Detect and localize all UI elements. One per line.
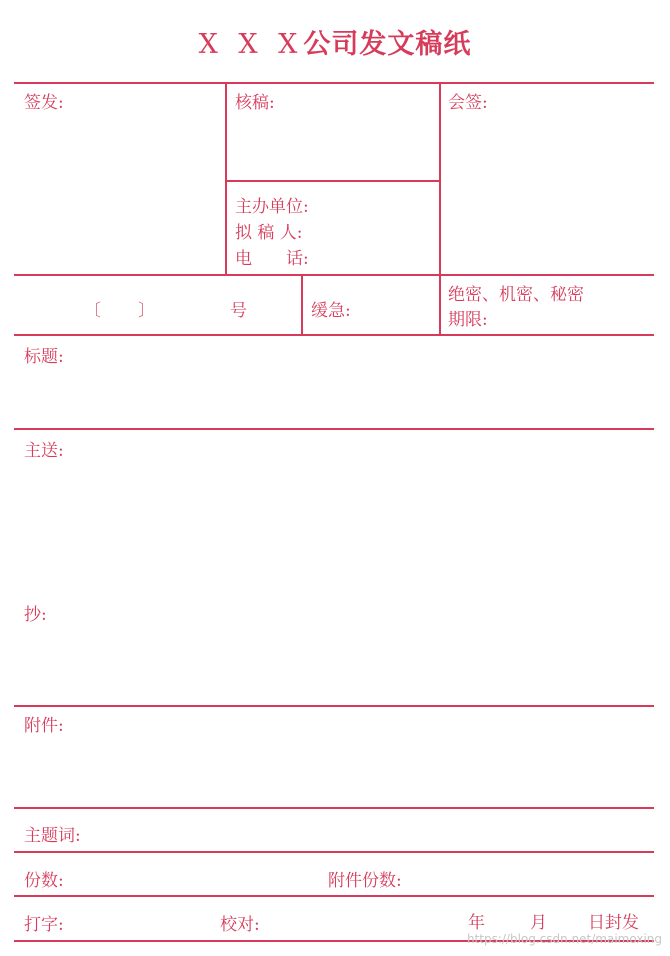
rule-recipients-bottom	[14, 705, 654, 707]
title-prefix: X X X	[198, 29, 304, 60]
zhutici-label: 主题词:	[24, 826, 81, 846]
fujian-label: 附件:	[24, 716, 64, 736]
title-main: 公司发文稿纸	[303, 29, 472, 60]
chao-label: 抄:	[24, 605, 47, 625]
rifengfa-label: 日封发	[588, 913, 639, 933]
rule-hegao-bottom	[226, 180, 440, 182]
rule-number-bottom	[14, 334, 654, 336]
zhusong-label: 主送:	[24, 441, 64, 461]
jiaodui-label: 校对:	[220, 915, 260, 935]
nian-label: 年	[468, 913, 485, 933]
qixian-label: 期限:	[448, 310, 488, 330]
rule-title-bottom	[14, 428, 654, 430]
bracket-right: 〕	[138, 301, 155, 321]
rule-v-left-top	[225, 82, 227, 276]
document-title	[0, 22, 670, 61]
rule-attachment-bottom	[14, 807, 654, 809]
hao-label: 号	[230, 301, 247, 321]
dianhua-label: 电 话:	[235, 249, 309, 269]
rule-top	[14, 82, 654, 84]
rule-v-mid-number	[301, 274, 303, 336]
yue-label: 月	[530, 913, 547, 933]
qianfa-label: 签发:	[24, 93, 64, 113]
hegao-label: 核稿:	[235, 93, 275, 113]
fenshu-label: 份数:	[24, 871, 64, 891]
watermark: https://blog.csdn.net/maimoxing	[466, 932, 662, 946]
huiqian-label: 会签:	[448, 93, 488, 113]
dazi-label: 打字:	[24, 915, 64, 935]
rule-copies-bottom	[14, 895, 654, 897]
rule-v-right-top	[439, 82, 441, 336]
rule-sign-bottom	[14, 274, 654, 276]
fujianfenshu-label: 附件份数:	[328, 871, 402, 891]
rule-keywords-bottom	[14, 851, 654, 853]
bracket-left: 〔	[84, 301, 101, 321]
huanji-label: 缓急:	[311, 301, 351, 321]
nigaoren-label: 拟 稿 人:	[235, 223, 303, 243]
miji-label: 绝密、机密、秘密	[448, 285, 584, 305]
zhuban-label: 主办单位:	[235, 197, 309, 217]
biaoti-label: 标题:	[24, 347, 64, 367]
